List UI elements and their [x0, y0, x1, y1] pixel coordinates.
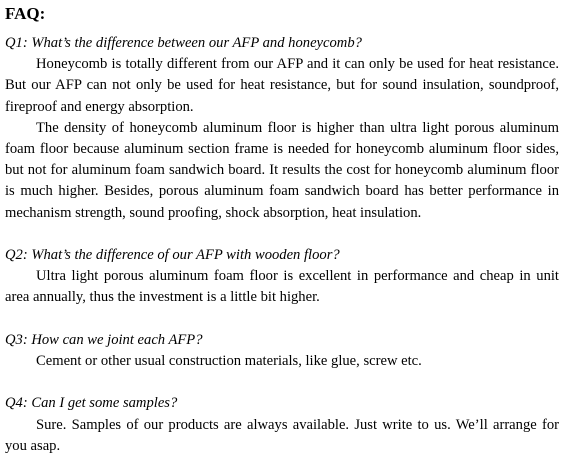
faq-item-4	[5, 393, 559, 457]
faq-document	[5, 0, 559, 457]
faq-question-4: Q4: Can I get some samples?	[5, 395, 178, 412]
faq-answer-2: Ultra light porous aluminum foam floor is excellent in performance and cheap in unit area annually, thus the investment is a little bit higher.	[5, 268, 559, 306]
faq-item-3	[5, 330, 559, 372]
faq-question-3: Q3: How can we joint each AFP?	[5, 331, 203, 348]
spacer	[5, 224, 559, 245]
faq-question-1: Q1: What’s the difference between our AFP and honeycomb?	[5, 35, 362, 51]
faq-answer-4: Sure. Samples of our products are always available. Just write to us. We’ll arrange for you asap.	[5, 416, 559, 454]
faq-answer-3: Cement or other usual construction materials, like glue, screw etc.	[36, 353, 422, 370]
faq-answer-1-paragraph-2: The density of honeycomb aluminum floor is higher than ultra light porous aluminum foam floor because aluminum section frame is needed for honeycomb aluminum floor sides, but not for aluminum foam sandwich board. It results the cost for honeycomb aluminum floor is much higher. Besides, porous aluminum foam sandwich board has better performance in mechanism strength, sound proofing, shock absorption, heat insulation.	[5, 119, 559, 221]
faq-item-1	[5, 33, 559, 224]
spacer	[5, 309, 559, 330]
faq-item-2	[5, 245, 559, 309]
spacer	[5, 24, 559, 33]
faq-title: FAQ:	[5, 4, 46, 23]
faq-question-2: Q2: What’s the difference of our AFP with wooden floor?	[5, 247, 340, 264]
spacer	[5, 372, 559, 393]
faq-answer-1-paragraph-1: Honeycomb is totally different from our AFP and it can only be used for heat resistance. But our AFP can not only be used for heat resistance, but for sound insulation, soundproof, fireproof and energy absorption.	[5, 56, 559, 115]
